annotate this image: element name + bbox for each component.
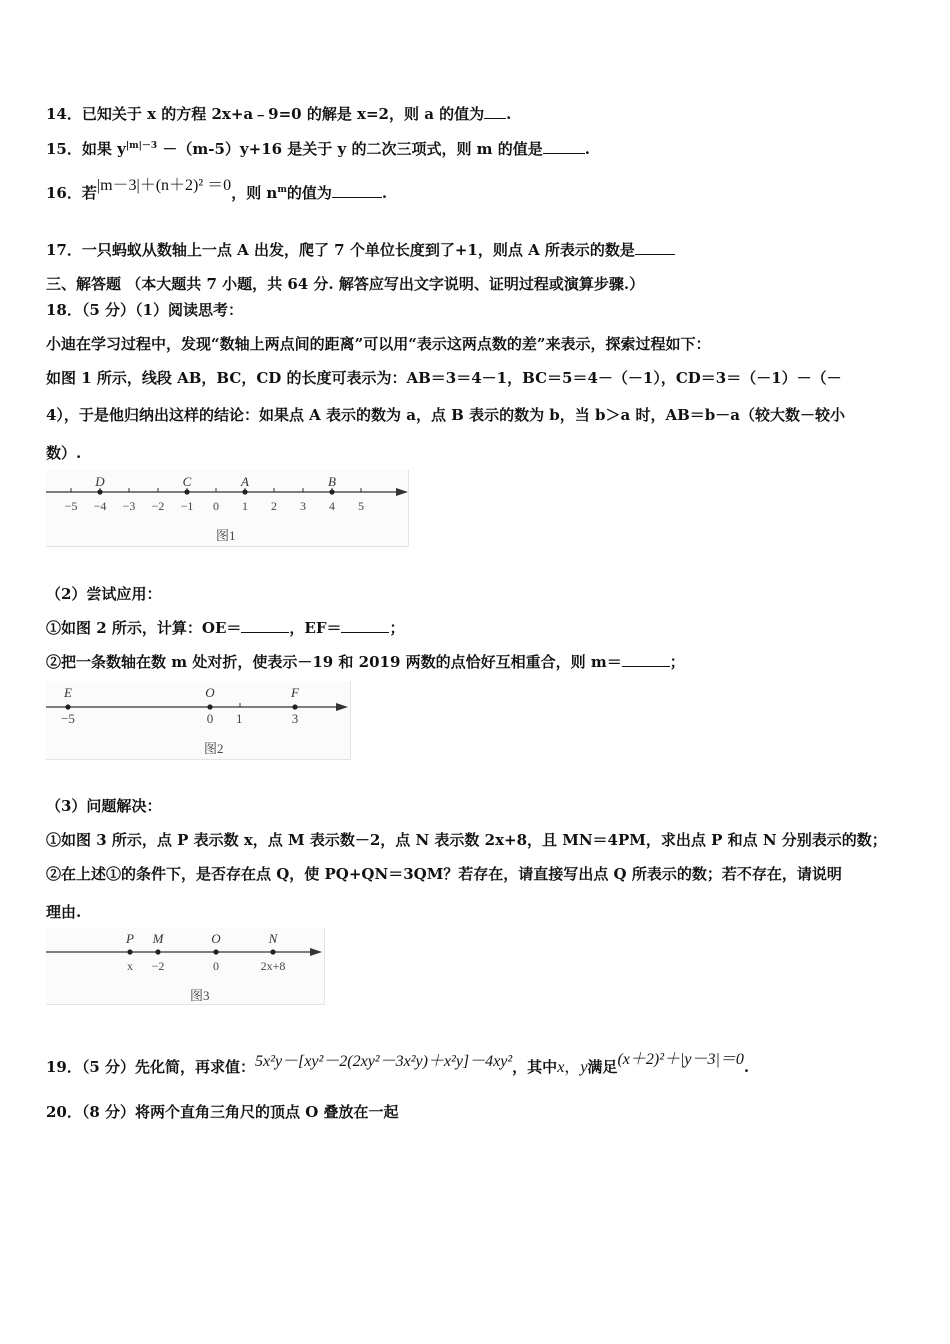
q18-p2 (46, 367, 842, 388)
question-17 (46, 239, 675, 260)
q18-item4b-text: 理由. (46, 903, 82, 921)
fig1-tick-label: −2 (151, 499, 165, 513)
q16-prefix: 16．若 (46, 184, 97, 202)
fig2-point-label: O (205, 685, 215, 700)
q15-prefix: 15．如果 y (46, 140, 126, 158)
section3-text: 三、解答题 （本大题共 7 小题，共 64 分. 解答应写出文字说明、证明过程或演算步骤.） (46, 275, 645, 293)
q18-header-text: 18．（5 分）（1）阅读思考： (46, 301, 243, 319)
fig1-tick-label: −1 (180, 499, 194, 513)
fig1-tick-label: −5 (64, 499, 78, 513)
fig3-point-M (155, 949, 160, 954)
q18-item2 (46, 651, 685, 672)
q18-p1 (46, 333, 711, 354)
fig3-point-label: P (126, 931, 134, 946)
q18-part2-text: （2）尝试应用： (46, 585, 162, 603)
figure-2-svg (46, 681, 350, 759)
q15-exponent: |m|－3 (125, 141, 158, 151)
fig1-tick-label: 2 (271, 499, 277, 513)
fig1-point-label: D (95, 474, 105, 489)
q18-p1-text: 小迪在学习过程中，发现“数轴上两点间的距离”可以用“表示这两点数的差”来表示，探索过程如下： (46, 335, 711, 353)
fig2-point-E (65, 704, 70, 709)
q18-item1c-text: ； (389, 619, 405, 637)
q14-text: 14．已知关于 x 的方程 2x+a﹣9=0 的解是 x=2，则 a 的值为 (46, 105, 485, 123)
q16-blank[interactable] (332, 183, 382, 198)
q18-item3-text: ①如图 3 所示，点 P 表示数 x，点 M 表示数－2，点 N 表示数 2x+8，且 MN＝4PM，求出点 P 和点 N 分别表示的数； (46, 831, 887, 849)
fig1-tick-label: 1 (242, 499, 248, 513)
fig2-tick-label: 3 (291, 711, 299, 726)
q18-header (46, 299, 243, 320)
q18-p4-text: 数）. (46, 444, 82, 462)
fig1-tick-label: −4 (93, 499, 107, 513)
fig2-caption: 图2 (204, 741, 224, 756)
figure-1 (46, 470, 409, 547)
q18-item1b-text: ，EF＝ (289, 619, 342, 637)
fig2-point-label: F (291, 685, 299, 700)
fig3-point-label: O (211, 931, 221, 946)
q19-sep: ， (564, 1059, 581, 1076)
fig3-point-label: M (152, 931, 164, 946)
fig1-point-label: C (182, 474, 192, 489)
fig1-tick-label: 3 (300, 499, 306, 513)
q16-exponent: m (277, 185, 287, 195)
q18-item4 (46, 863, 842, 884)
q18-item4-text: ②在上述①的条件下，是否存在点 Q，使 PQ+QN＝3QM？若存在，请直接写出点 Q 所表示的数；若不存在，请说明 (46, 865, 842, 883)
fig3-caption: 图3 (190, 988, 210, 1003)
ef-blank[interactable] (341, 618, 389, 633)
q18-item2-text: ②把一条数轴在数 m 处对折，使表示－19 和 2019 两数的点恰好互相重合，则 m＝ (46, 653, 622, 671)
q18-part3 (46, 795, 161, 816)
fig1-point-C (184, 489, 189, 494)
fig2-point-F (292, 704, 297, 709)
fig3-point-P (127, 949, 132, 954)
q19-var-x: x (557, 1059, 565, 1076)
q16-suffix: 的值为 (286, 184, 332, 202)
fig3-arrow (310, 948, 322, 956)
fig3-point-O (213, 949, 218, 954)
q16-formula: |m－3|＋(n＋2)² ＝0 (96, 177, 232, 194)
fig1-tick-label: 5 (358, 499, 364, 513)
oe-blank[interactable] (241, 618, 289, 633)
fig3-point-label: N (268, 931, 278, 946)
q18-p4 (46, 442, 81, 463)
fig3-point-N (270, 949, 275, 954)
question-16: 16．若|m－3|＋(n＋2)² ＝0，则 $n^m$的值为 . (46, 177, 388, 202)
q18-p2-text: 如图 1 所示，线段 AB，BC，CD 的长度可表示为：AB＝3＝4－1，BC＝5＝4－（－1），CD＝3＝（－1）－（－ (46, 369, 842, 387)
q17-blank[interactable] (635, 240, 675, 255)
figure-3-svg (46, 928, 324, 1004)
fig3-tick-label: x (127, 959, 133, 973)
q19-mid2: 满足 (587, 1058, 618, 1076)
q18-item1-text: ①如图 2 所示，计算：OE＝ (46, 619, 242, 637)
figure-3 (46, 928, 325, 1005)
fig3-tick-label: 0 (213, 959, 219, 973)
q19-prefix: 19．（5 分）先化简，再求值： (46, 1058, 256, 1076)
fig1-point-label: A (241, 474, 249, 489)
fig2-point-label: E (64, 685, 72, 700)
q15-middle: －（m-5）y+16 是关于 y 的二次三项式，则 m 的值是 (157, 140, 543, 158)
fig2-arrow (336, 703, 348, 711)
m-blank[interactable] (622, 652, 670, 667)
fig2-point-O (207, 704, 212, 709)
q18-item3 (46, 829, 887, 850)
fig1-point-label: B (328, 474, 336, 489)
fig1-point-A (242, 489, 247, 494)
q18-p3 (46, 404, 845, 425)
q18-item4b (46, 901, 81, 922)
fig1-point-B (329, 489, 334, 494)
fig1-arrow (396, 488, 408, 496)
fig2-tick-label: 0 (206, 711, 214, 726)
q19-var-y: y (580, 1059, 588, 1076)
q20-text: 20．（8 分）将两个直角三角尺的顶点 O 叠放在一起 (46, 1103, 399, 1121)
q19-end: . (743, 1058, 750, 1076)
q18-p3-text: 4），于是他归纳出这样的结论：如果点 A 表示的数为 a，点 B 表示的数为 b，当 b＞a 时，AB＝b－a（较大数－较小 (46, 406, 845, 424)
section-3-title (46, 273, 644, 294)
q17-text: 17．一只蚂蚁从数轴上一点 A 出发，爬了 7 个单位长度到了+1，则点 A 所表示的数是 (46, 241, 635, 259)
fig1-tick-label: 0 (213, 499, 219, 513)
fig2-extra-tick: 1 (236, 711, 243, 726)
fig1-point-D (97, 489, 102, 494)
question-15: 15．如果 $y^{|m|-3} -(m-5)y+16$ 是关于 y 的二次三项式，则 m 的值是 . (46, 140, 591, 158)
fig1-caption: 图1 (216, 528, 236, 543)
fig2-tick-label: −5 (61, 711, 75, 726)
q15-blank[interactable] (543, 139, 585, 154)
q18-item2b-text: ； (669, 653, 685, 671)
q19-expression: 5x²y－[xy²－2(2xy²－3x²y)＋x²y]－4xy² (255, 1053, 513, 1070)
q19-condition: (x＋2)²＋|y－3|＝0 (617, 1051, 744, 1068)
question-20 (46, 1101, 399, 1122)
fig3-tick-label: 2x+8 (260, 959, 286, 973)
fig3-tick-label: −2 (151, 959, 165, 973)
question-19 (46, 1051, 750, 1077)
q16-middle: ，则 n (231, 184, 278, 202)
question-14: 14．已知关于 x 的方程 2x+a﹣9=0 的解是 x=2，则 a 的值为 . (46, 105, 512, 123)
fig1-tick-label: 4 (329, 499, 335, 513)
fig1-tick-label: −3 (122, 499, 136, 513)
q18-part2 (46, 583, 161, 604)
q18-part3-text: （3）问题解决： (46, 797, 162, 815)
q19-mid1: ，其中 (512, 1058, 558, 1076)
figure-2 (46, 681, 351, 760)
q18-item1 (46, 617, 405, 638)
figure-1-svg (46, 470, 408, 546)
q14-blank[interactable] (484, 104, 506, 119)
